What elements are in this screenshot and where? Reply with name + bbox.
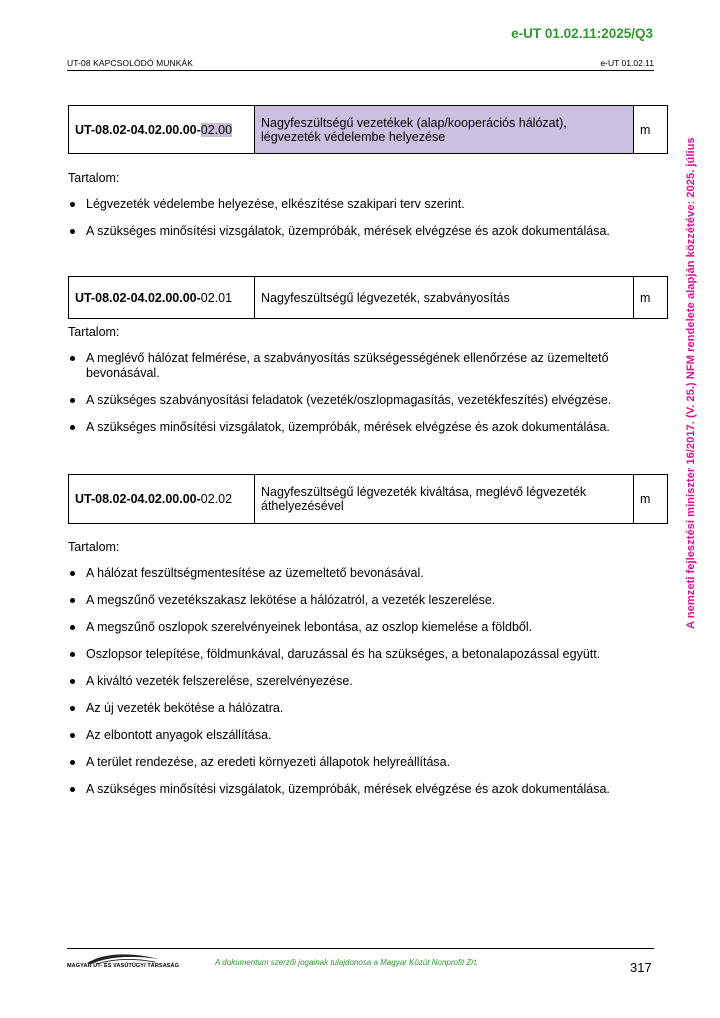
list-item: A hálózat feszültségmentesítése az üzemeltető bevonásával. xyxy=(68,566,658,581)
list-item: A terület rendezése, az eredeti környezeti állapotok helyreállítása. xyxy=(68,755,658,770)
logo-icon xyxy=(67,950,167,974)
item-code: UT-08.02-04.02.00.00-02.00 xyxy=(69,106,255,154)
list-item: Az új vezeték bekötése a hálózatra. xyxy=(68,701,658,716)
content-section xyxy=(68,540,658,809)
item-unit: m xyxy=(634,475,668,524)
header-left: UT-08 KAPCSOLÓDÓ MUNKÁK xyxy=(67,58,194,68)
content-label: Tartalom: xyxy=(68,171,120,185)
list-item: A szükséges szabványosítási feladatok (vezeték/oszlopmagasítás, vezetékfeszítés) elvégzése. xyxy=(68,393,658,408)
content-section xyxy=(68,171,658,251)
list-item: A megszűnő vezetékszakasz lekötése a hálózatról, a vezeték leszerelése. xyxy=(68,593,658,608)
item-description: Nagyfeszültségű vezetékek (alap/kooperációs hálózat), légvezeték védelembe helyezése xyxy=(255,106,634,154)
document-code: e-UT 01.02.11:2025/Q3 xyxy=(511,26,653,41)
list-item: Oszlopsor telepítése, földmunkával, daruzással és ha szükséges, a betonalapozással együtt. xyxy=(68,647,658,662)
item-code: UT-08.02-04.02.00.00-02.02 xyxy=(69,475,255,524)
item-description: Nagyfeszültségű légvezeték kiváltása, meglévő légvezeték áthelyezésével xyxy=(255,475,634,524)
list-item: A szükséges minősítési vizsgálatok, üzempróbák, mérések elvégzése és azok dokumentálása. xyxy=(68,782,658,797)
side-publication-note: A nemzeti fejlesztési miniszter 16/2017. (V. 25.) NFM rendelete alapján közzétéve: 2025. július xyxy=(685,137,697,629)
list-item: A szükséges minősítési vizsgálatok, üzempróbák, mérések elvégzése és azok dokumentálása. xyxy=(68,224,658,239)
list-item: A megszűnő oszlopok szerelvényeinek lebontása, az oszlop kiemelése a földből. xyxy=(68,620,658,635)
content-section xyxy=(68,325,658,447)
item-table xyxy=(68,105,668,154)
list-item: Légvezeték védelembe helyezése, elkészítése szakipari terv szerint. xyxy=(68,197,658,212)
item-unit: m xyxy=(634,106,668,154)
logo-text: MAGYAR ÚT- ÉS VASÚTÜGYI TÁRSASÁG xyxy=(67,963,179,969)
content-label: Tartalom: xyxy=(68,540,120,554)
page-header xyxy=(67,58,654,71)
header-right: e-UT 01.02.11 xyxy=(600,58,654,68)
footer-divider xyxy=(67,948,654,949)
list-item: Az elbontott anyagok elszállítása. xyxy=(68,728,658,743)
list-item: A szükséges minősítési vizsgálatok, üzempróbák, mérések elvégzése és azok dokumentálása. xyxy=(68,420,658,435)
list-item: A kiváltó vezeték felszerelése, szerelvényezése. xyxy=(68,674,658,689)
item-table xyxy=(68,276,668,319)
copyright-notice: A dokumentum szerzői jogainak tulajdonosa a Magyar Közút Nonprofit Zrt. xyxy=(215,958,479,967)
item-unit: m xyxy=(634,277,668,319)
item-code: UT-08.02-04.02.00.00-02.01 xyxy=(69,277,255,319)
content-label: Tartalom: xyxy=(68,325,120,339)
page-number: 317 xyxy=(630,960,652,975)
item-table xyxy=(68,474,668,524)
item-description: Nagyfeszültségű légvezeték, szabványosítás xyxy=(255,277,634,319)
list-item: A meglévő hálózat felmérése, a szabványosítás szükségességének ellenőrzése az üzemeltető bevonásával. xyxy=(68,351,658,381)
